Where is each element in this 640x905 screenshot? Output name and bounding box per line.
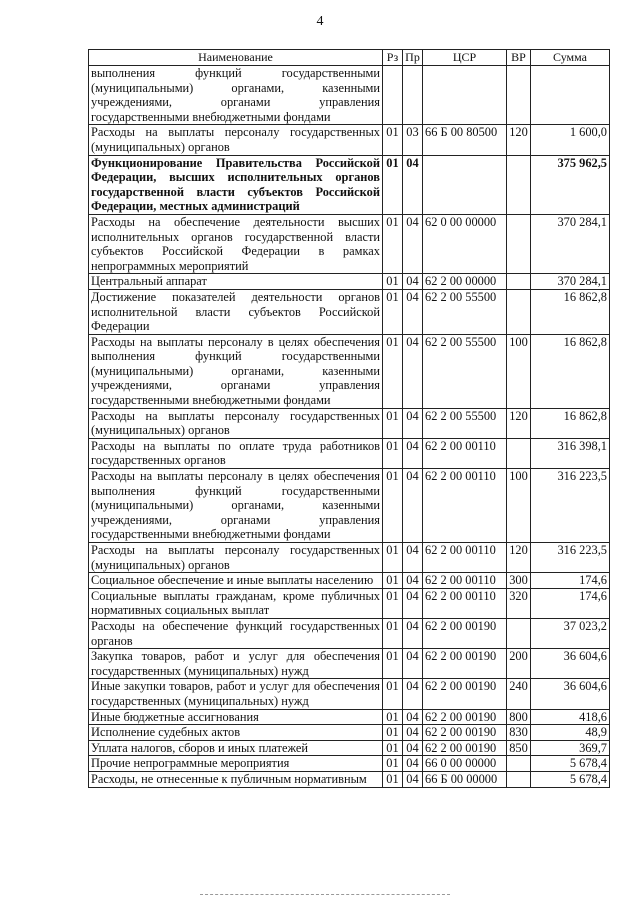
cell-vr	[507, 771, 531, 787]
table-row	[89, 649, 610, 679]
cell-pr: 04	[403, 649, 423, 679]
cell-csr: 62 2 00 00000	[423, 274, 507, 290]
cell-pr: 04	[403, 469, 423, 543]
cell-vr	[507, 66, 531, 125]
table-row	[89, 725, 610, 741]
cell-name: Расходы на обеспечение функций государственных органов	[89, 618, 383, 648]
table-row	[89, 66, 610, 125]
table-row	[89, 334, 610, 408]
cell-rz: 01	[383, 771, 403, 787]
cell-pr: 04	[403, 771, 423, 787]
cell-sum: 316 398,1	[531, 438, 610, 468]
table-row	[89, 408, 610, 438]
cell-name: Расходы, не отнесенные к публичным нормативным	[89, 771, 383, 787]
cell-sum	[531, 66, 610, 125]
cell-name: Иные бюджетные ассигнования	[89, 709, 383, 725]
cell-csr: 62 2 00 55500	[423, 408, 507, 438]
cell-rz: 01	[383, 334, 403, 408]
cell-csr: 62 2 00 00110	[423, 469, 507, 543]
cell-sum: 174,6	[531, 573, 610, 589]
cell-vr: 100	[507, 469, 531, 543]
cell-name: выполнения функций государственными (муниципальными) органами, казенными учреждениями, органами управления государственными внебюджетными фондами	[89, 66, 383, 125]
cell-csr: 62 2 00 00110	[423, 438, 507, 468]
cell-sum: 316 223,5	[531, 543, 610, 573]
cell-sum: 316 223,5	[531, 469, 610, 543]
cell-sum: 5 678,4	[531, 756, 610, 772]
cell-pr	[403, 66, 423, 125]
table-row	[89, 289, 610, 334]
cell-sum: 48,9	[531, 725, 610, 741]
cell-pr: 04	[403, 588, 423, 618]
table-row	[89, 740, 610, 756]
cell-csr: 62 2 00 00110	[423, 588, 507, 618]
header-vr: ВР	[507, 50, 531, 66]
cell-csr: 62 2 00 00190	[423, 649, 507, 679]
cell-rz: 01	[383, 469, 403, 543]
cell-vr: 120	[507, 408, 531, 438]
cell-sum: 36 604,6	[531, 649, 610, 679]
cell-sum: 370 284,1	[531, 214, 610, 273]
page-bottom-rule	[200, 894, 450, 895]
cell-name: Функционирование Правительства Российской Федерации, высших исполнительных органов государственной власти субъектов Российской Федерации, местных администраций	[89, 155, 383, 214]
cell-csr: 62 2 00 00110	[423, 573, 507, 589]
table-row	[89, 588, 610, 618]
cell-name: Расходы на выплаты по оплате труда работников государственных органов	[89, 438, 383, 468]
budget-table	[88, 49, 610, 788]
cell-csr: 62 2 00 55500	[423, 334, 507, 408]
cell-sum: 369,7	[531, 740, 610, 756]
cell-rz: 01	[383, 543, 403, 573]
table-row	[89, 155, 610, 214]
cell-rz	[383, 66, 403, 125]
cell-sum: 16 862,8	[531, 334, 610, 408]
cell-sum: 37 023,2	[531, 618, 610, 648]
cell-name: Расходы на выплаты персоналу государственных (муниципальных) органов	[89, 543, 383, 573]
table-row	[89, 618, 610, 648]
table-row	[89, 274, 610, 290]
cell-vr	[507, 274, 531, 290]
cell-sum: 375 962,5	[531, 155, 610, 214]
cell-csr: 66 Б 00 00000	[423, 771, 507, 787]
table-row	[89, 771, 610, 787]
cell-vr	[507, 438, 531, 468]
table-row	[89, 125, 610, 155]
cell-name: Центральный аппарат	[89, 274, 383, 290]
cell-csr: 62 2 00 00190	[423, 709, 507, 725]
cell-pr: 04	[403, 573, 423, 589]
cell-sum: 5 678,4	[531, 771, 610, 787]
cell-csr: 66 Б 00 80500	[423, 125, 507, 155]
cell-sum: 418,6	[531, 709, 610, 725]
table-row	[89, 469, 610, 543]
cell-name: Уплата налогов, сборов и иных платежей	[89, 740, 383, 756]
cell-name: Расходы на выплаты персоналу в целях обеспечения выполнения функций государственными (муниципальными) органами, казенными учреждениями, органами управления государственными внебюджетными фондами	[89, 469, 383, 543]
header-name: Наименование	[89, 50, 383, 66]
cell-pr: 04	[403, 274, 423, 290]
cell-vr: 300	[507, 573, 531, 589]
table-row	[89, 679, 610, 709]
cell-vr: 800	[507, 709, 531, 725]
table-row	[89, 214, 610, 273]
cell-vr: 240	[507, 679, 531, 709]
cell-rz: 01	[383, 725, 403, 741]
cell-vr: 100	[507, 334, 531, 408]
cell-pr: 04	[403, 438, 423, 468]
cell-vr: 850	[507, 740, 531, 756]
header-rz: Рз	[383, 50, 403, 66]
cell-pr: 04	[403, 740, 423, 756]
cell-vr	[507, 618, 531, 648]
cell-pr: 04	[403, 289, 423, 334]
cell-sum: 1 600,0	[531, 125, 610, 155]
cell-vr	[507, 155, 531, 214]
cell-pr: 04	[403, 543, 423, 573]
cell-name: Расходы на выплаты персоналу государственных (муниципальных) органов	[89, 125, 383, 155]
cell-vr: 120	[507, 125, 531, 155]
cell-pr: 04	[403, 709, 423, 725]
cell-rz: 01	[383, 274, 403, 290]
cell-name: Достижение показателей деятельности органов исполнительной власти субъектов Российской Федерации	[89, 289, 383, 334]
cell-vr: 120	[507, 543, 531, 573]
cell-sum: 16 862,8	[531, 289, 610, 334]
cell-csr	[423, 66, 507, 125]
cell-vr: 830	[507, 725, 531, 741]
cell-pr: 04	[403, 155, 423, 214]
cell-csr: 62 2 00 00110	[423, 543, 507, 573]
cell-rz: 01	[383, 588, 403, 618]
cell-rz: 01	[383, 573, 403, 589]
cell-sum: 370 284,1	[531, 274, 610, 290]
cell-name: Социальные выплаты гражданам, кроме публичных нормативных социальных выплат	[89, 588, 383, 618]
cell-rz: 01	[383, 756, 403, 772]
cell-sum: 174,6	[531, 588, 610, 618]
header-sum: Сумма	[531, 50, 610, 66]
cell-rz: 01	[383, 649, 403, 679]
cell-pr: 04	[403, 725, 423, 741]
cell-csr: 62 2 00 00190	[423, 725, 507, 741]
cell-csr: 62 2 00 00190	[423, 679, 507, 709]
cell-name: Прочие непрограммные мероприятия	[89, 756, 383, 772]
cell-pr: 04	[403, 756, 423, 772]
cell-name: Исполнение судебных актов	[89, 725, 383, 741]
cell-rz: 01	[383, 214, 403, 273]
header-pr: Пр	[403, 50, 423, 66]
cell-rz: 01	[383, 679, 403, 709]
cell-name: Расходы на обеспечение деятельности высших исполнительных органов государственной власти субъектов Российской Федерации в рамках непрограммных мероприятий	[89, 214, 383, 273]
cell-name: Социальное обеспечение и иные выплаты населению	[89, 573, 383, 589]
cell-rz: 01	[383, 709, 403, 725]
cell-name: Расходы на выплаты персоналу в целях обеспечения выполнения функций государственными (муниципальными) органами, казенными учреждениями, органами управления государственными внебюджетными фондами	[89, 334, 383, 408]
cell-csr: 62 2 00 00190	[423, 618, 507, 648]
table-row	[89, 756, 610, 772]
cell-rz: 01	[383, 438, 403, 468]
table-row	[89, 709, 610, 725]
header-csr: ЦСР	[423, 50, 507, 66]
cell-pr: 04	[403, 408, 423, 438]
cell-rz: 01	[383, 155, 403, 214]
cell-sum: 36 604,6	[531, 679, 610, 709]
cell-vr: 320	[507, 588, 531, 618]
cell-rz: 01	[383, 618, 403, 648]
cell-rz: 01	[383, 289, 403, 334]
table-row	[89, 573, 610, 589]
cell-csr: 62 2 00 00190	[423, 740, 507, 756]
cell-pr: 04	[403, 334, 423, 408]
cell-vr	[507, 289, 531, 334]
cell-csr	[423, 155, 507, 214]
cell-name: Расходы на выплаты персоналу государственных (муниципальных) органов	[89, 408, 383, 438]
cell-pr: 04	[403, 214, 423, 273]
cell-rz: 01	[383, 408, 403, 438]
cell-csr: 62 2 00 55500	[423, 289, 507, 334]
cell-pr: 04	[403, 618, 423, 648]
table-header-row	[89, 50, 610, 66]
cell-sum: 16 862,8	[531, 408, 610, 438]
table-row	[89, 543, 610, 573]
cell-rz: 01	[383, 125, 403, 155]
cell-vr	[507, 756, 531, 772]
cell-name: Иные закупки товаров, работ и услуг для обеспечения государственных (муниципальных) нужд	[89, 679, 383, 709]
cell-rz: 01	[383, 740, 403, 756]
page-number: 4	[316, 14, 324, 29]
cell-csr: 66 0 00 00000	[423, 756, 507, 772]
cell-pr: 04	[403, 679, 423, 709]
cell-csr: 62 0 00 00000	[423, 214, 507, 273]
table-row	[89, 438, 610, 468]
cell-vr: 200	[507, 649, 531, 679]
cell-vr	[507, 214, 531, 273]
cell-name: Закупка товаров, работ и услуг для обеспечения государственных (муниципальных) нужд	[89, 649, 383, 679]
cell-pr: 03	[403, 125, 423, 155]
